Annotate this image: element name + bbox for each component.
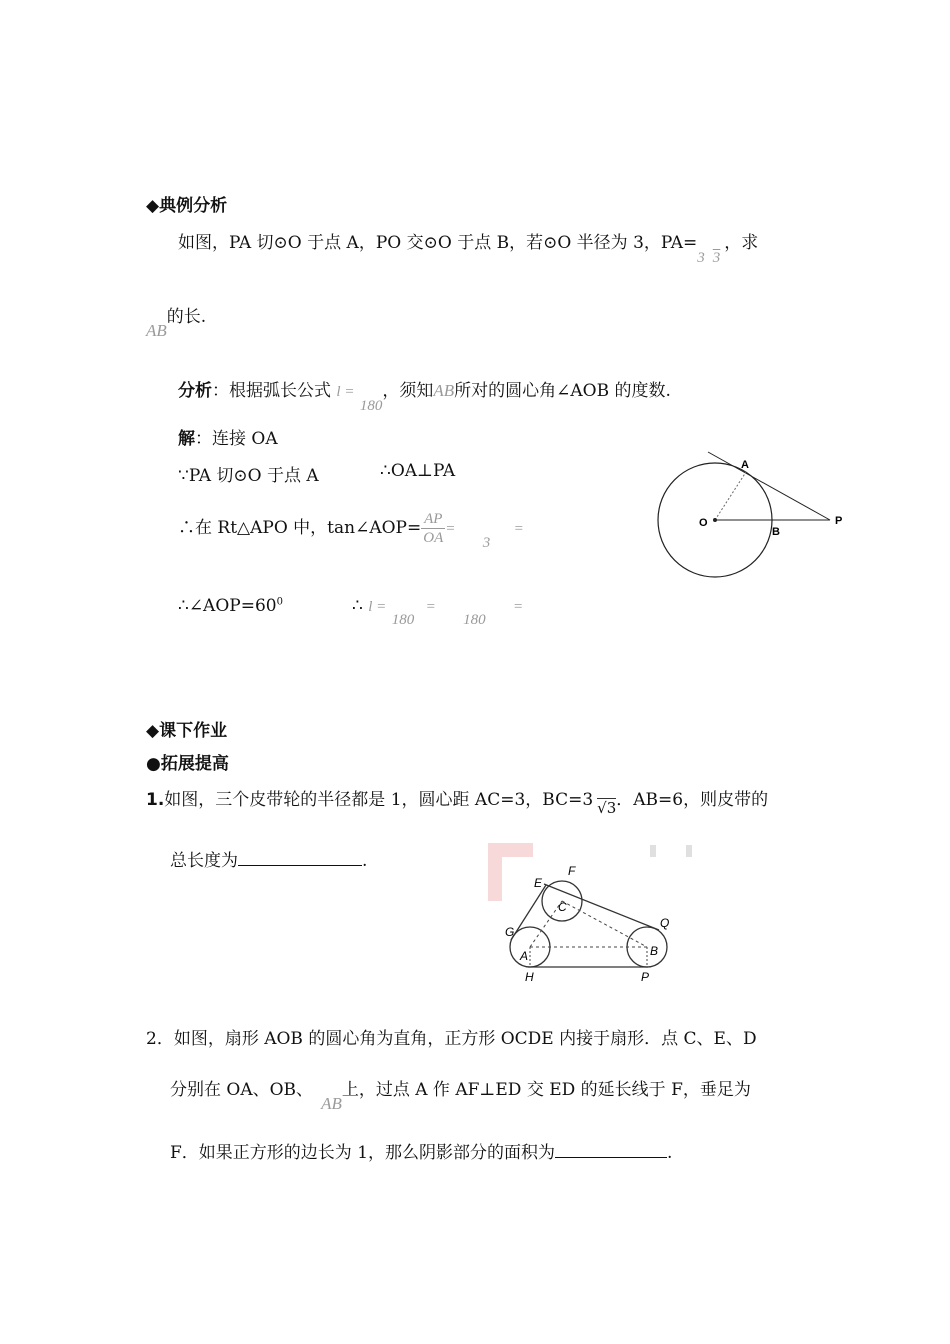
q2-line-2a: 分别在 OA、OB、 (170, 1080, 314, 1100)
q1-end: . (362, 851, 368, 871)
analysis-text: ：根据弧长公式 (212, 381, 331, 401)
analysis-label: 分析 (178, 381, 212, 401)
fig2-label-a: A (520, 949, 529, 963)
fig2-label-e: E (534, 876, 543, 890)
section-title-homework: ◆课下作业 (146, 721, 228, 741)
solution-line-1 (178, 424, 278, 449)
problem-line-2-text: 的长. (166, 307, 207, 327)
q1-sqrt: √3 (597, 799, 617, 817)
pa-sqrt: 3 (712, 250, 721, 266)
q1-number: 1. (146, 790, 165, 810)
watermark-mark (488, 843, 533, 901)
solution-line-2b: ∴OA⊥PA (380, 461, 456, 481)
problem-tail: ，求 (724, 233, 759, 253)
q2-answer-blank[interactable] (555, 1139, 667, 1158)
angle-sup: 0 (276, 596, 283, 608)
q1-sqrt-value: 3 (606, 799, 617, 817)
q2-line-3-text: F．如果正方形的边长为 1，那么阴影部分的面积为 (170, 1143, 556, 1163)
watermark-mark-3 (686, 845, 692, 857)
section-title-example: ◆典例分析 (146, 196, 228, 216)
q1-line-2 (170, 846, 367, 871)
angle-aop: ∴∠AOP=60 (178, 596, 277, 616)
problem-text: 如图，PA 切⊙O 于点 A，PO 交⊙O 于点 B，若⊙O 半径为 3，PA= (178, 233, 698, 253)
eq-3: = (425, 599, 436, 615)
label-o: O (699, 517, 708, 529)
solution-text: ：连接 OA (195, 429, 278, 449)
watermark-mark-2 (650, 845, 656, 857)
q2-line-2b: 上，过点 A 作 AF⊥ED 交 ED 的延长线于 F，垂足为 (341, 1080, 751, 1100)
frac2-den: 3 (482, 535, 491, 551)
eq-4: = (513, 599, 524, 615)
section-subtitle-extend: ●拓展提高 (146, 754, 229, 774)
fig2-label-c: C (558, 900, 567, 914)
tan-text: ∴在 Rt△APO 中，tan∠AOP= (178, 518, 422, 538)
therefore: ∴ (352, 596, 363, 616)
frac-num: AP (421, 510, 445, 529)
solution-label: 解 (178, 429, 195, 449)
label-b: B (772, 526, 780, 538)
fig2-label-f: F (568, 864, 576, 878)
problem-line-1 (178, 228, 759, 266)
analysis-text-3: 所对的圆心角∠AOB 的度数. (454, 381, 671, 401)
fig2-label-q: Q (660, 916, 670, 930)
label-p: P (835, 515, 843, 527)
q2-line-2 (170, 1075, 751, 1113)
l-eq: l = (368, 599, 387, 615)
label-a: A (741, 459, 749, 471)
figure-belt-pulleys (488, 843, 698, 988)
center-dot (713, 518, 717, 522)
formula-l: l = (336, 384, 355, 400)
den-180-b: 180 (463, 612, 486, 628)
solution-line-2a: ∵PA 切⊙O 于点 A (178, 466, 319, 486)
fig2-label-h: H (525, 970, 534, 984)
fig2-label-p: P (641, 970, 650, 984)
q1-line-1 (146, 785, 769, 817)
q1-text-2: ．AB=6，则皮带的 (616, 790, 769, 810)
eq-1: = (445, 521, 456, 537)
fraction-ap-oa (421, 510, 445, 547)
tangent-line (708, 452, 830, 520)
eq-2: = (513, 521, 524, 537)
segment-oa (715, 472, 746, 520)
den-180-a: 180 (391, 612, 415, 628)
q2-arc: AB (321, 1094, 342, 1113)
analysis-text-2: ，须知 (382, 381, 434, 401)
q1-answer-blank[interactable] (238, 847, 362, 866)
figure-circle-tangent (650, 448, 850, 583)
problem-line-2 (146, 302, 207, 340)
q1-text: 如图，三个皮带轮的半径都是 1，圆心距 AC=3，BC=3 (164, 790, 594, 810)
q2-end: . (667, 1143, 673, 1163)
solution-line-3 (178, 510, 524, 551)
solution-line-4a (178, 596, 283, 616)
q1-line-2-text: 总长度为 (170, 851, 238, 871)
q2-line-1: 2．如图，扇形 AOB 的圆心角为直角，正方形 OCDE 内接于扇形．点 C、E、D (146, 1029, 757, 1049)
pa-value: 3 (697, 250, 705, 266)
analysis-line (178, 376, 671, 414)
solution-line-4b (352, 596, 524, 628)
formula-den: 180 (359, 398, 383, 414)
q2-line-3 (170, 1138, 672, 1163)
fig2-label-b: B (650, 944, 659, 958)
arc-ab: AB (146, 321, 167, 340)
frac-den: OA (423, 530, 444, 546)
analysis-arc: AB (433, 381, 455, 400)
fig2-label-g: G (505, 925, 515, 939)
